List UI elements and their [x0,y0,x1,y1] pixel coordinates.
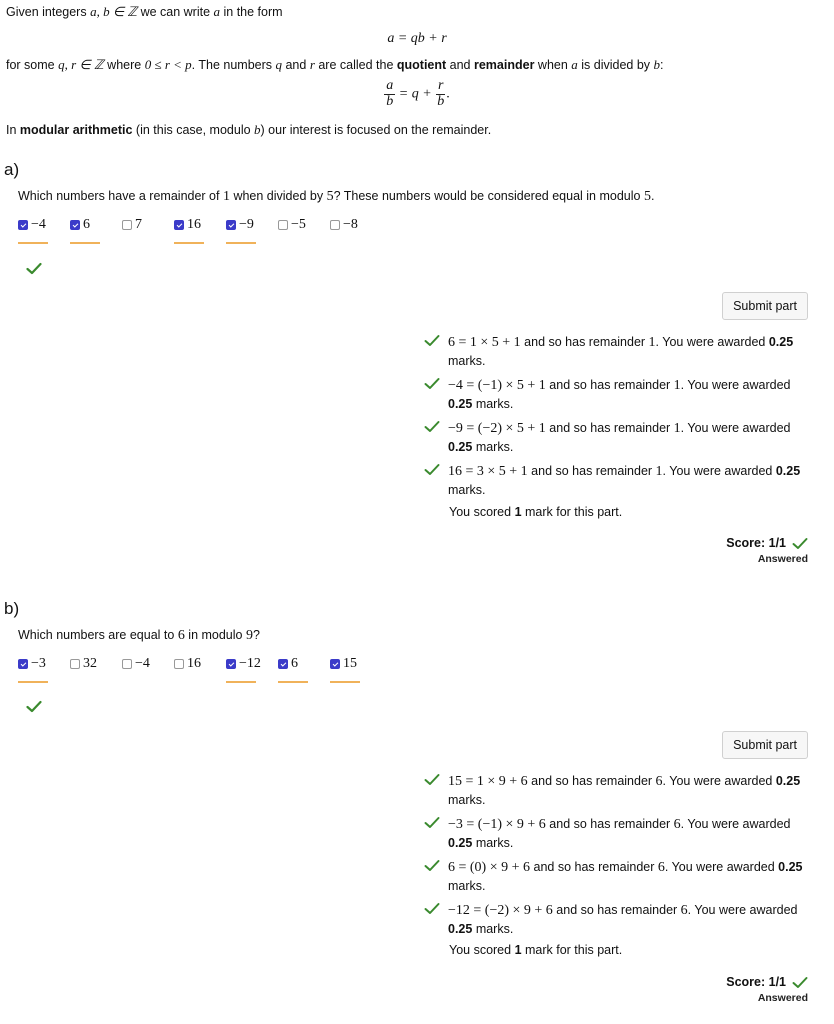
status-badge: Answered [757,553,808,565]
check-tick-icon [792,537,808,550]
part-a-submit-button[interactable]: Submit part [722,292,808,320]
feedback-item [424,901,804,938]
awarded-marks: 0.25 [775,774,801,788]
text: . You were awarded [662,774,776,788]
part-a-choices [18,216,382,244]
feedback-text [448,419,804,456]
math-num: 1 [648,335,656,350]
part-b-score [726,975,808,1004]
text: is divided by [577,58,654,72]
part-a-label: a) [4,160,20,179]
feedback-equation: −4 = (−1) × 5 + 1 [448,378,546,393]
intro-line-2 [6,57,664,73]
fraction-r-over-b [435,79,446,109]
feedback-item [424,815,804,852]
checkbox[interactable] [70,220,80,230]
text: marks. [448,483,486,497]
feedback-text [448,462,804,499]
feedback-equation: 6 = (0) × 9 + 6 [448,860,531,875]
text: marks. [448,879,486,893]
math-var: a [213,4,221,19]
check-tick-icon [424,376,448,413]
checkbox[interactable] [330,659,340,669]
checkbox[interactable] [70,659,80,669]
math-num: 1 [222,189,230,204]
text: . [650,189,655,203]
check-tick-icon [424,772,448,809]
math-num: 6 [673,817,681,832]
choice-option[interactable] [226,655,278,683]
math-num: 6 [655,774,663,789]
text: ) our interest is focused on the remainder. [260,123,492,137]
selected-underline [18,681,48,683]
text: and so has remainder [545,378,674,392]
math-num: 1 [673,421,681,436]
numerator: r [437,78,444,93]
checkbox[interactable] [18,220,28,230]
selected-underline [226,242,256,244]
selected-underline [174,242,204,244]
check-tick-icon [424,333,448,370]
choice-option[interactable] [330,216,382,244]
choice-option[interactable] [122,655,174,683]
math-num: 1 [655,464,663,479]
checkbox[interactable] [18,659,28,669]
math-num: 5 [643,189,651,204]
feedback-item [424,772,804,809]
feedback-text [448,376,804,413]
selected-underline [330,681,360,683]
text: and [282,58,310,72]
text: in the form [220,5,283,19]
text: mark for this part. [521,943,623,957]
choice-label: −3 [31,656,46,671]
text: when divided by [229,189,327,203]
feedback-text [448,333,804,370]
text: Which numbers have a remainder of [18,189,223,203]
choice-label: 16 [187,217,201,232]
choice-option[interactable] [330,655,382,683]
text: where [103,58,145,72]
feedback-text [448,772,804,809]
choice-label: 15 [343,656,357,671]
checkbox[interactable] [278,659,288,669]
part-a-score-summary [449,505,622,519]
text: . [446,86,450,102]
text: marks. [448,354,486,368]
feedback-equation: −9 = (−2) × 5 + 1 [448,421,546,436]
choice-option[interactable] [18,655,70,683]
part-b-label: b) [4,599,20,618]
text: (in this case, modulo [132,123,255,137]
text: . You were awarded [680,378,791,392]
text: in modulo [184,628,246,642]
part-b-choices [18,655,382,683]
text: Given integers [6,5,91,19]
checkbox[interactable] [226,659,236,669]
awarded-marks: 0.25 [778,860,803,874]
equation-middle: = q + [398,86,432,102]
feedback-text [448,815,804,852]
numerator: a [386,78,394,93]
text: and so has remainder [527,774,656,788]
text: Which numbers are equal to [18,628,178,642]
text: marks. [472,397,514,411]
selected-underline [226,681,256,683]
choice-option[interactable] [18,216,70,244]
awarded-marks: 0.25 [448,440,473,454]
choice-label: 16 [187,656,201,671]
feedback-item [424,376,804,413]
choice-label: −12 [239,656,261,671]
check-tick-icon [792,976,808,989]
awarded-marks: 0.25 [775,464,801,478]
awarded-marks: 0.25 [768,335,794,349]
text: mark for this part. [521,505,623,519]
text: . You were awarded [680,817,791,831]
term-quotient: quotient [396,58,447,72]
choice-label: 6 [83,217,90,232]
math-var: a [571,57,578,72]
choice-label: 6 [291,656,298,671]
intro-line-3 [6,122,491,138]
selected-underline [278,681,308,683]
fraction-a-over-b [384,79,395,109]
checkbox[interactable] [330,220,340,230]
math-vars: q, r ∈ ℤ [58,57,104,72]
feedback-equation: −12 = (−2) × 9 + 6 [448,903,553,918]
scored-marks: 1 [514,505,522,519]
text: and so has remainder [520,335,649,349]
text: ? [252,628,260,642]
text: when [534,58,572,72]
math-vars: a, b ∈ ℤ [90,4,138,19]
denominator: b [386,93,394,109]
part-a-correct-icon [26,262,42,275]
denominator: b [437,93,445,109]
part-b-submit-button[interactable]: Submit part [722,731,808,759]
text: . You were awarded [680,421,791,435]
score-text: Score: 1/1 [726,975,786,989]
check-tick-icon [424,462,448,499]
choice-option[interactable] [226,216,278,244]
text: You scored [449,505,515,519]
choice-label: 32 [83,656,97,671]
text: marks. [472,836,514,850]
math-num: 5 [326,189,334,204]
choice-label: −9 [239,217,254,232]
part-a-score [726,536,808,565]
math-num: 6 [680,903,688,918]
text: and [446,58,474,72]
checkbox[interactable] [122,659,132,669]
math-var: q [275,57,282,72]
text: and so has remainder [552,903,681,917]
selected-underline [18,242,48,244]
checkbox[interactable] [174,220,184,230]
choice-option[interactable] [70,655,122,683]
equation-fraction [0,79,834,109]
text: and so has remainder [530,860,658,874]
choice-label: −5 [291,217,306,232]
text: are called the [314,58,397,72]
feedback-item [424,858,804,895]
text: . You were awarded [664,860,779,874]
text: marks. [448,793,486,807]
feedback-equation: 6 = 1 × 5 + 1 [448,335,521,350]
text: marks. [472,440,514,454]
choice-label: −8 [343,217,358,232]
math-var: r [309,57,315,72]
text: In [6,123,20,137]
part-b-score-summary [449,943,622,957]
choice-label: −4 [135,656,150,671]
status-badge: Answered [757,992,808,1004]
choice-option[interactable] [122,216,174,244]
checkbox[interactable] [122,220,132,230]
choice-option[interactable] [70,216,122,244]
score-text: Score: 1/1 [726,536,786,550]
choice-option[interactable] [174,655,226,683]
awarded-marks: 0.25 [448,836,473,850]
text: . You were awarded [662,464,776,478]
choice-option[interactable] [278,655,330,683]
part-a-question [18,189,654,205]
text: : [660,58,664,72]
part-b-question [18,628,260,644]
check-tick-icon [424,858,448,895]
math-num: 9 [245,628,253,643]
text: You scored [449,943,515,957]
checkbox[interactable] [278,220,288,230]
math-num: 1 [673,378,681,393]
feedback-item [424,462,804,499]
text: we can write [137,5,214,19]
intro-line-1 [6,4,283,20]
scored-marks: 1 [514,943,522,957]
check-tick-icon [424,419,448,456]
term-modular-arithmetic: modular arithmetic [19,123,133,137]
feedback-equation: 16 = 3 × 5 + 1 [448,464,528,479]
math-num: 6 [657,860,665,875]
feedback-item [424,419,804,456]
math-condition: 0 ≤ r < p [144,57,192,72]
text: and so has remainder [545,817,674,831]
feedback-text [448,901,804,938]
choice-option[interactable] [174,216,226,244]
text: . You were awarded [655,335,769,349]
text: . You were awarded [687,903,798,917]
part-b-correct-icon [26,700,42,713]
text: and so has remainder [545,421,674,435]
text: and so has remainder [527,464,656,478]
feedback-text [448,858,804,895]
text: marks. [472,922,514,936]
check-tick-icon [424,815,448,852]
feedback-equation: −3 = (−1) × 9 + 6 [448,817,546,832]
checkbox[interactable] [174,659,184,669]
awarded-marks: 0.25 [448,397,473,411]
math-num: 6 [177,628,185,643]
feedback-item [424,333,804,370]
text: ? These numbers would be considered equal in modulo [333,189,644,203]
equation-quotient-remainder: a = qb + r [387,31,447,46]
awarded-marks: 0.25 [448,922,473,936]
check-tick-icon [424,901,448,938]
math-var: b [653,57,661,72]
choice-option[interactable] [278,216,330,244]
feedback-equation: 15 = 1 × 9 + 6 [448,774,528,789]
selected-underline [70,242,100,244]
text: . The numbers [191,58,276,72]
term-remainder: remainder [473,58,535,72]
checkbox[interactable] [226,220,236,230]
math-var: b [254,122,261,137]
choice-label: −4 [31,217,46,232]
choice-label: 7 [135,217,142,232]
text: for some [6,58,59,72]
